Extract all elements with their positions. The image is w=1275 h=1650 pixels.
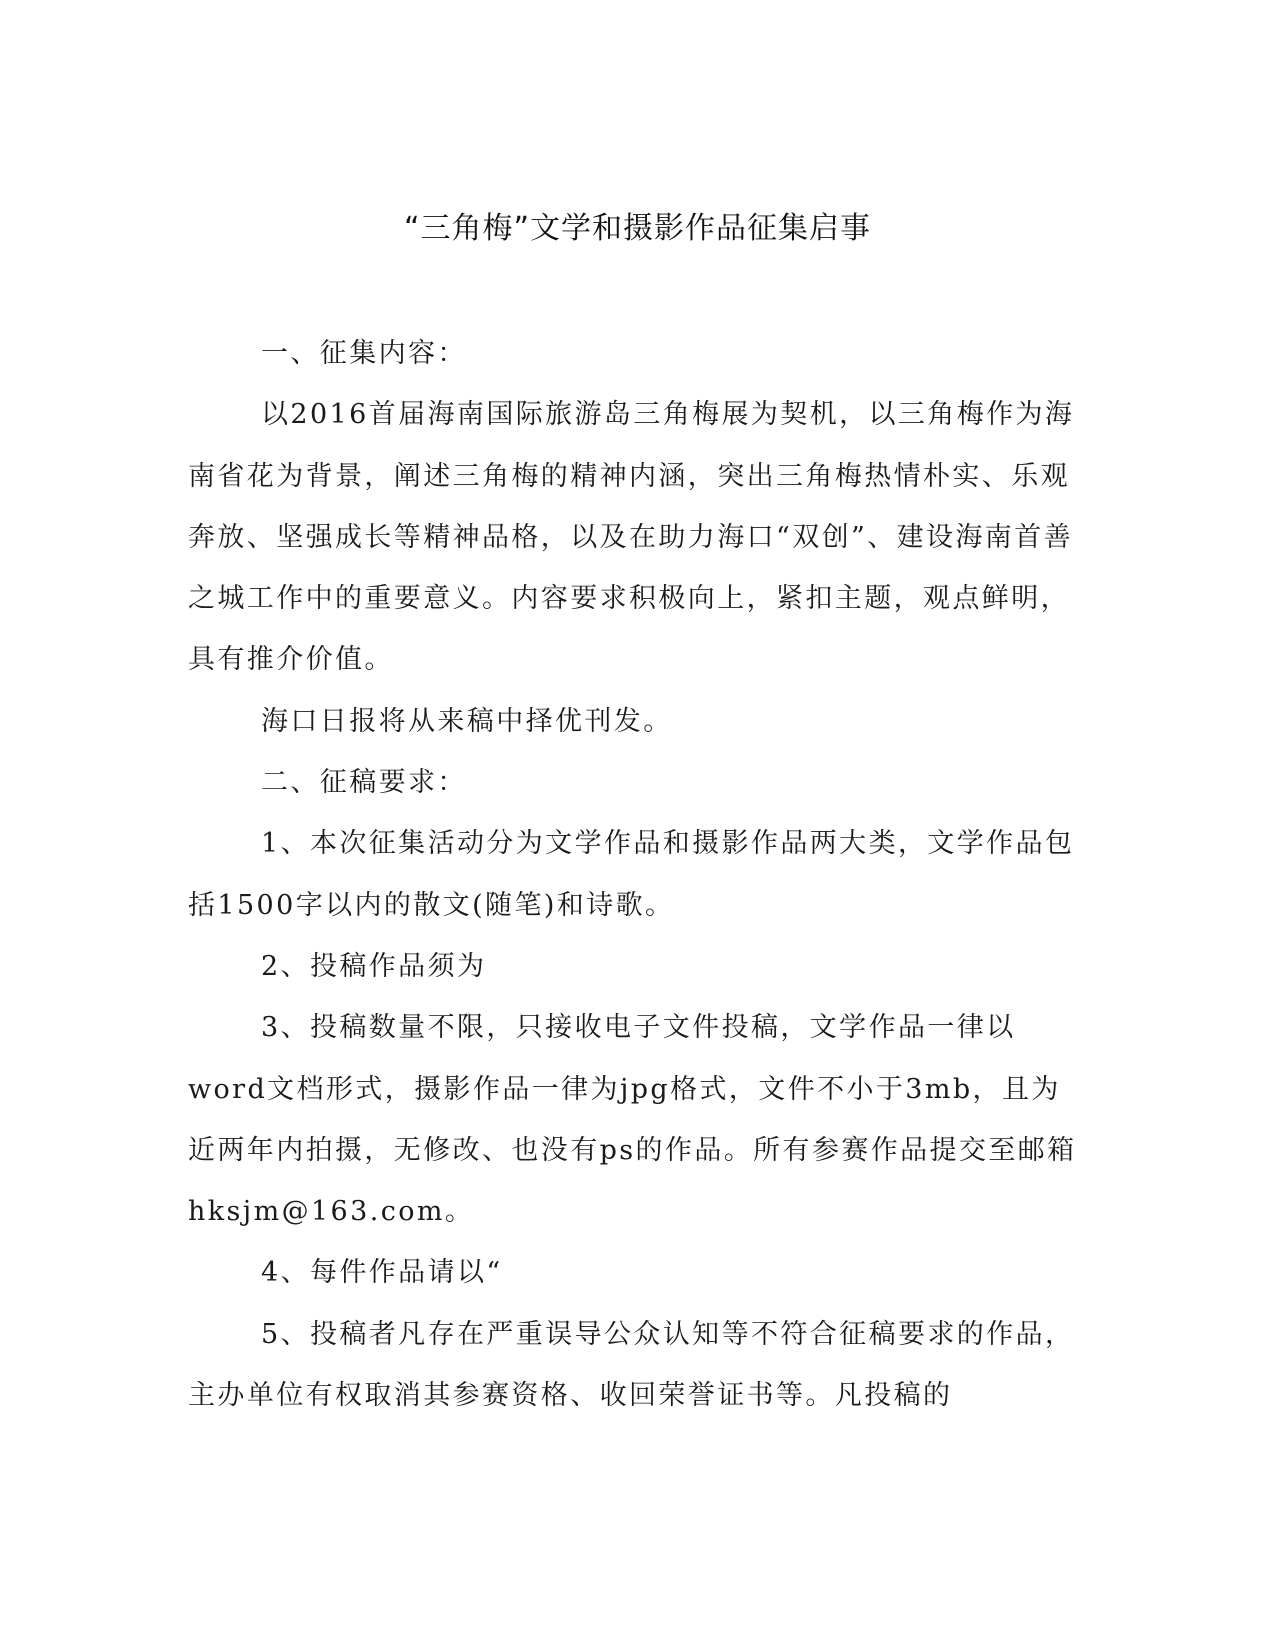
- requirement-item-1: 1、本次征集活动分为文学作品和摄影作品两大类，文学作品包括1500字以内的散文(随笔)和诗歌。: [188, 828, 1075, 921]
- document-title: “三角梅”文学和摄影作品征集启事: [403, 211, 872, 246]
- paragraph-publication: 海口日报将从来稿中择优刊发。: [261, 705, 673, 737]
- paragraph-background: 以2016首届海南国际旅游岛三角梅展为契机，以三角梅作为海南省花为背景，阐述三角梅的精神内涵，突出三角梅热情朴实、乐观奔放、坚强成长等精神品格，以及在助力海口“双创”、建设海南首善之城工作中的重要意义。内容要求积极向上，紧扣主题，观点鲜明，具有推介价值。: [188, 399, 1075, 676]
- requirement-item-3: 3、投稿数量不限，只接收电子文件投稿，文学作品一律以word文档形式，摄影作品一律为jpg格式，文件不小于3mb，且为近两年内拍摄，无修改、也没有ps的作品。所有参赛作品提交至邮箱: [188, 1012, 1077, 1166]
- document-body: [188, 323, 1080, 1426]
- requirement-item-4: 4、每件作品请以“: [261, 1257, 503, 1289]
- requirement-item-2: 2、投稿作品须为: [261, 950, 487, 982]
- section-heading-content: 一、征集内容：: [261, 338, 467, 369]
- section-heading-requirements: 二、征稿要求：: [261, 767, 467, 799]
- submission-email: hksjm@163.com。: [188, 1196, 475, 1228]
- requirement-item-5: 5、投稿者凡存在严重误导公众认知等不符合征稿要求的作品，主办单位有权取消其参赛资格、收回荣誉证书等。凡投稿的: [188, 1318, 1075, 1412]
